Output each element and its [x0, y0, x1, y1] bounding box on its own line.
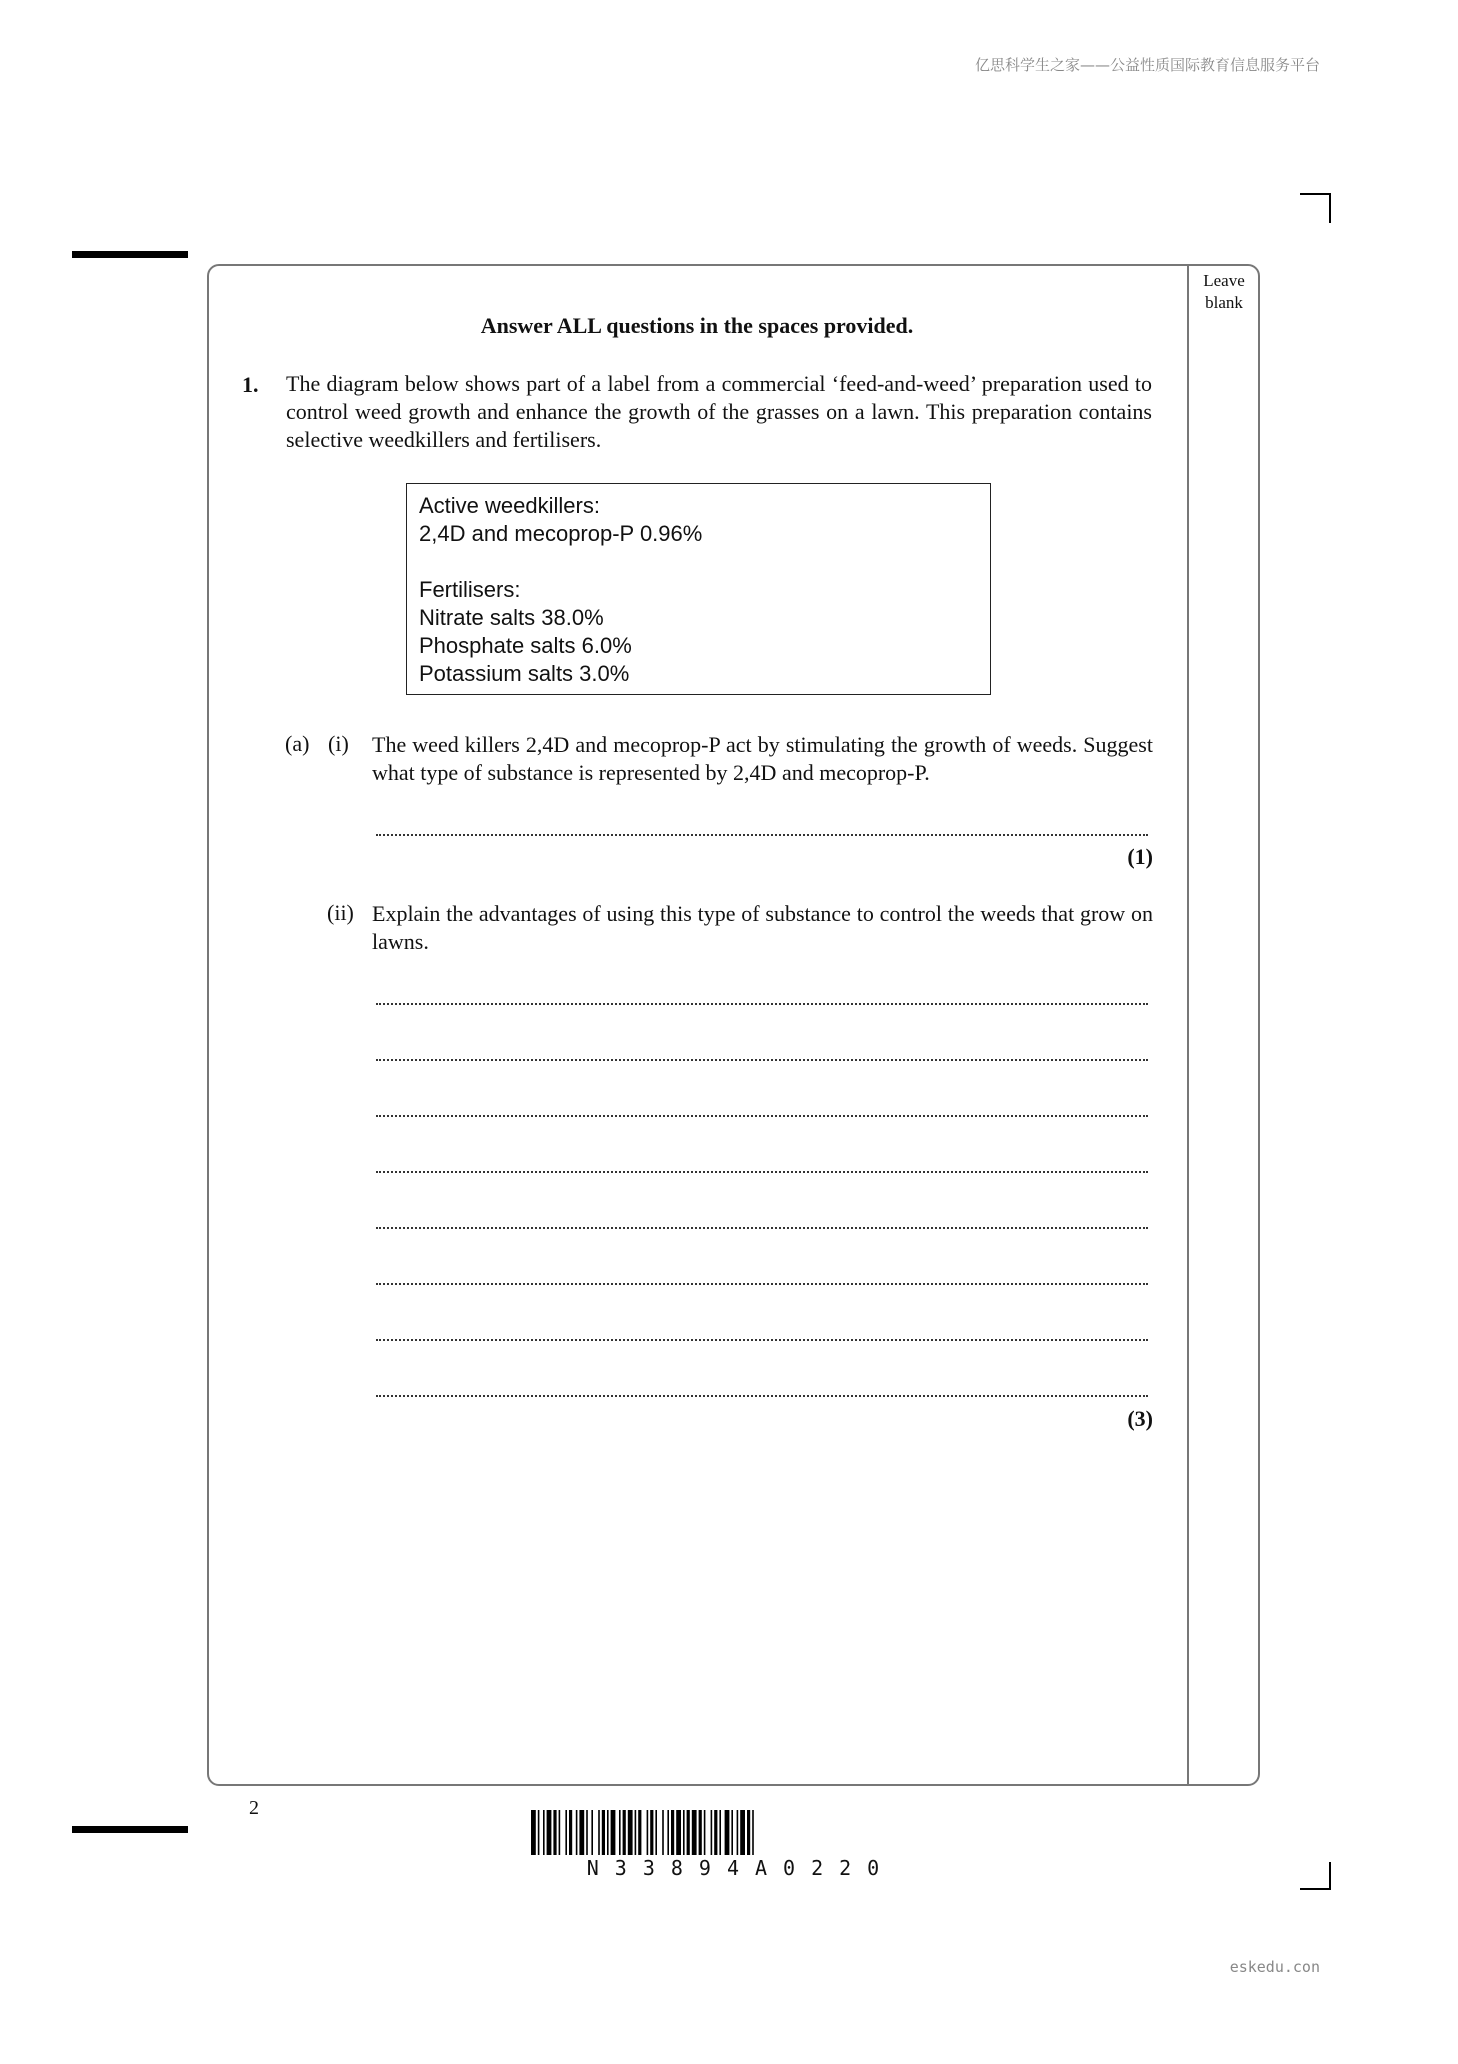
part-i-label: (i): [328, 731, 349, 756]
instructions-heading: Answer ALL questions in the spaces provided.: [480, 313, 914, 338]
marks-part-ii: (3): [1127, 1406, 1153, 1431]
question-number: 1.: [242, 372, 259, 397]
registration-bar-top: [72, 251, 188, 258]
margin-divider: [1187, 265, 1189, 1785]
answer-line[interactable]: [376, 1395, 1148, 1397]
crop-mark-bottom-right-h: [1300, 1888, 1330, 1890]
answer-line[interactable]: [376, 1059, 1148, 1061]
part-ii-text: Explain the advantages of using this type of substance to control the weeds that grow on lawns.: [372, 901, 1153, 954]
marks-part-i: (1): [1127, 844, 1153, 869]
part-ii-label: (ii): [327, 900, 354, 925]
watermark-footer: eskedu.con: [1229, 1958, 1320, 1976]
part-i-text: The weed killers 2,4D and mecoprop-P act by stimulating the growth of weeds. Suggest what type of substance is represented by 2,4D and mecoprop-P.: [372, 732, 1153, 785]
barcode: [531, 1810, 951, 1855]
crop-mark-bottom-right-v: [1329, 1862, 1331, 1890]
crop-mark-top-right-v: [1329, 193, 1331, 223]
part-a-label: (a): [285, 731, 310, 756]
leave-blank-label: Leave blank: [1203, 271, 1245, 312]
fertiliser-item: Nitrate salts 38.0%: [419, 605, 604, 630]
fertiliser-item: Phosphate salts 6.0%: [419, 633, 632, 658]
watermark-header: 亿思科学生之家——公益性质国际教育信息服务平台: [974, 56, 1320, 74]
fertilisers-heading: Fertilisers:: [419, 577, 521, 602]
fertiliser-item: Potassium salts 3.0%: [419, 661, 630, 686]
answer-line[interactable]: [376, 834, 1148, 836]
answer-line[interactable]: [376, 1339, 1148, 1341]
question-text: The diagram below shows part of a label from a commercial ‘feed-and-weed’ preparation used to control weed growth and enhance the growth of the grasses on a lawn. This preparation contains selective weedkillers and fertilisers.: [286, 371, 1152, 452]
answer-line[interactable]: [376, 1003, 1148, 1005]
answer-line[interactable]: [376, 1115, 1148, 1117]
weedkillers-line: 2,4D and mecoprop-P 0.96%: [419, 521, 703, 546]
answer-line[interactable]: [376, 1227, 1148, 1229]
product-label-box: [406, 483, 991, 695]
crop-mark-top-right-h: [1300, 193, 1330, 195]
page-number: 2: [249, 1797, 259, 1819]
weedkillers-heading: Active weedkillers:: [419, 493, 600, 518]
answer-line[interactable]: [376, 1171, 1148, 1173]
registration-bar-bottom: [72, 1826, 188, 1833]
answer-line[interactable]: [376, 1283, 1148, 1285]
barcode-number: N33894A0220: [586, 1856, 896, 1880]
